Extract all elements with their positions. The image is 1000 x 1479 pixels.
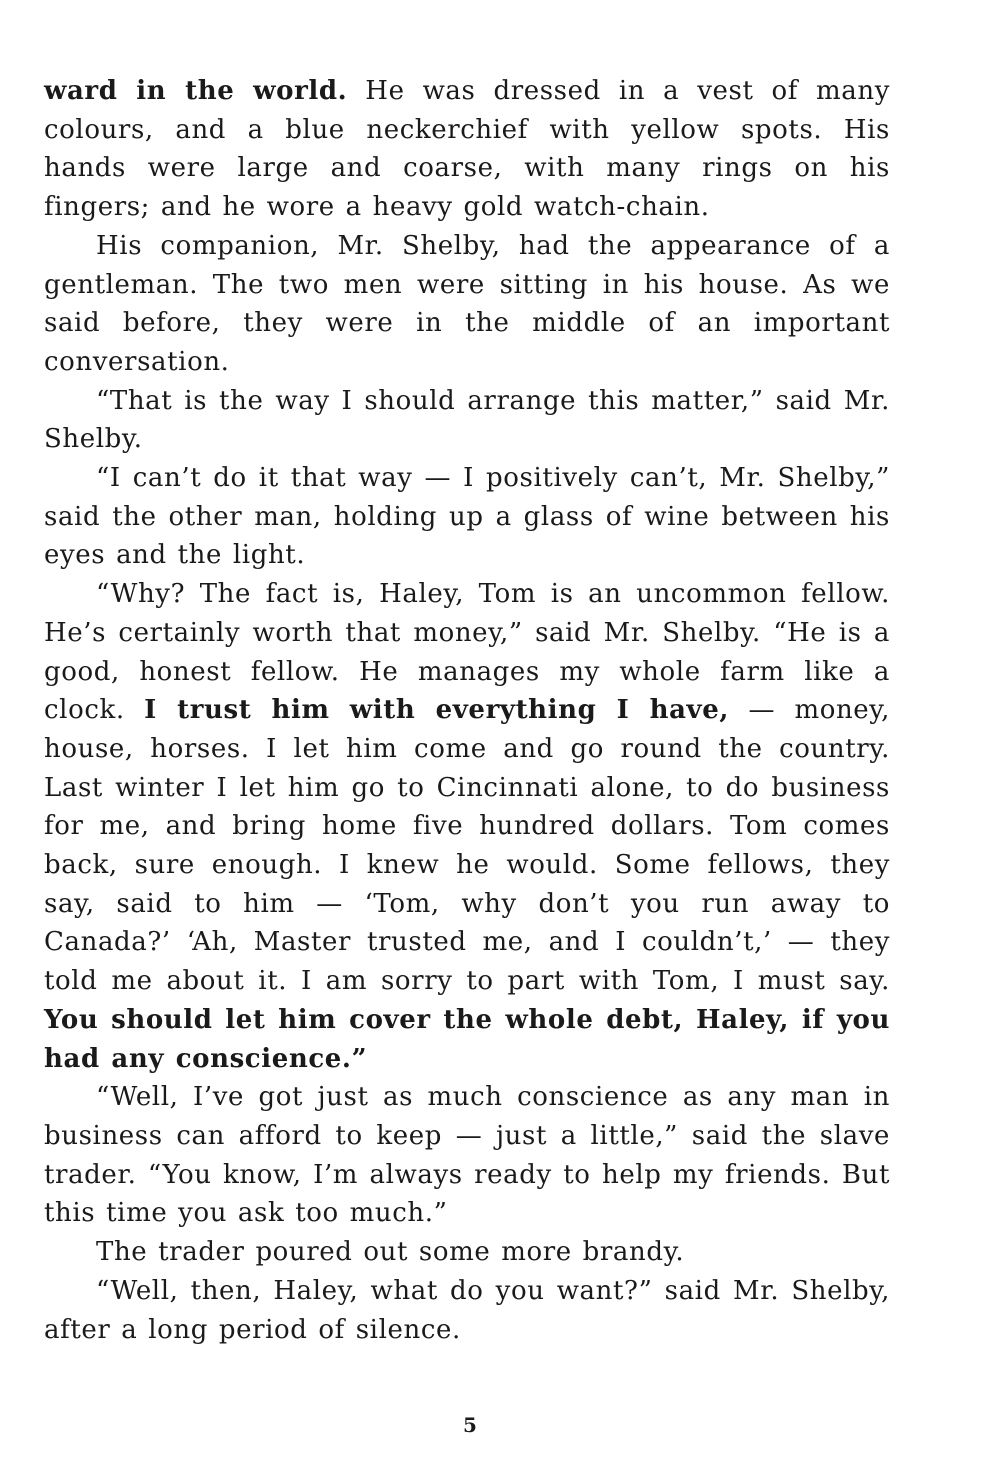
- text-run: His companion, Mr. Shelby, had the appearance of a gentleman. The two men were sitting in his house. As we said before, they were in the middle of an important conversation.: [44, 230, 890, 377]
- paragraph: [44, 1272, 890, 1349]
- bold-text: ward in the world.: [44, 76, 348, 106]
- bold-text: I trust him with everything I have,: [144, 695, 730, 726]
- text-run: “That is the way I should arrange this matter,” said Mr. Shelby.: [44, 385, 890, 455]
- page-number: 5: [463, 1413, 477, 1437]
- paragraph: [44, 1078, 890, 1233]
- paragraph: [44, 459, 890, 575]
- paragraph: [44, 1233, 890, 1272]
- text-run: — money, house, horses. I let him come and go round the country. Last winter I let him go to Cincinnati alone, to do business for me, and bring home five hundred dollars. Tom comes back, sure enough. I knew he would. Some fellows, they say, said to him — ‘Tom, why don’t you run away to Canada?’ ‘Ah, Master trusted me, and I couldn’t,’ — they told me about it. I am sorry to part with Tom, I must say.: [44, 695, 890, 997]
- body-text: [44, 72, 890, 1349]
- text-run: “Well, then, Haley, what do you want?” said Mr. Shelby, after a long period of silence.: [44, 1275, 890, 1345]
- paragraph: [44, 227, 890, 382]
- text-run: “Why? The fact is, Haley, Tom is an uncommon fellow. He’s certainly worth that money,” said Mr. Shelby. “He is a good, honest fellow. He manages my whole farm like a clock.: [44, 579, 890, 726]
- text-run: “Well, I’ve got just as much conscience as any man in business can afford to keep — just a little,” said the slave trader. “You know, I’m always ready to help my friends. But this time you ask too much.”: [44, 1082, 890, 1229]
- text-run: He was dressed in a vest of many colours, and a blue neckerchief with yellow spots. His hands were large and coarse, with many rings on his fingers; and he wore a heavy gold watch-chain.: [44, 76, 891, 223]
- paragraph: [44, 575, 890, 1078]
- paragraph: [44, 72, 890, 227]
- text-run: The trader poured out some more brandy.: [96, 1237, 685, 1268]
- text-run: “I can’t do it that way — I positively can’t, Mr. Shelby,” said the other man, holding up a glass of wine between his eyes and the light.: [44, 463, 890, 571]
- bold-text: You should let him cover the whole debt, Haley, if you had any conscience.”: [44, 1004, 890, 1074]
- paragraph: [44, 382, 890, 459]
